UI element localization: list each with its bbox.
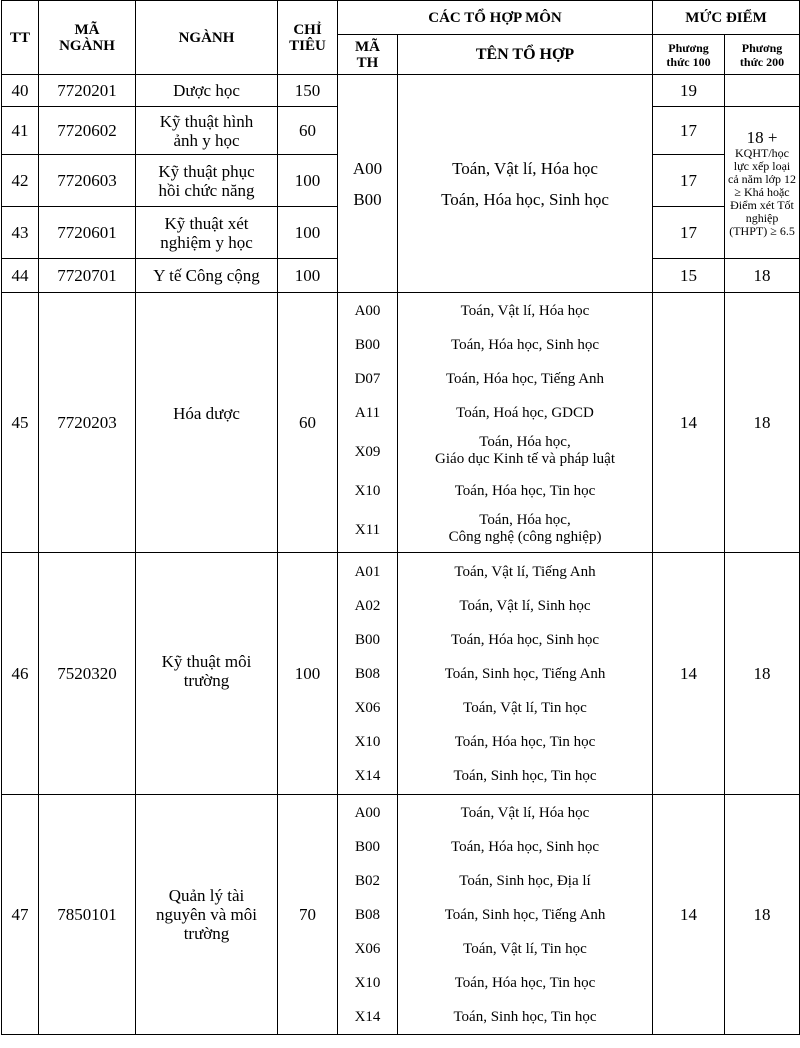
row-pt100: 14 (653, 293, 725, 553)
row-pt200: 18 (725, 795, 800, 1035)
combo-names: Toán, Vật lí, Tiếng Anh Toán, Vật lí, Sinh học Toán, Hóa học, Sinh học Toán, Sinh học, Tiếng Anh Toán, Vật lí, Tin học Toán, Hóa học, Tin học Toán, Sinh học, Tin học (398, 553, 653, 795)
combo-codes: A01 A02 B00 B08 X06 X10 X14 (338, 553, 398, 795)
row-pt200 (725, 75, 800, 107)
row-code: 7520320 (39, 553, 136, 795)
row-pt100: 17 (653, 107, 725, 155)
row-major: Kỹ thuật phục hồi chức năng (136, 155, 278, 207)
row-tt: 43 (2, 207, 39, 259)
group1-combo-codes: A00 B00 (338, 75, 398, 293)
row-tt: 47 (2, 795, 39, 1035)
header-pt100: Phương thức 100 (653, 35, 725, 75)
row-pt100: 14 (653, 553, 725, 795)
group1-combo-names: Toán, Vật lí, Hóa học Toán, Hóa học, Sinh học (398, 75, 653, 293)
row-code: 7720203 (39, 293, 136, 553)
row-pt200: 18 (725, 259, 800, 293)
pt200-condition-note: 18 + KQHT/học lực xếp loại cả năm lớp 12 ≥ Khá hoặc Điểm xét Tốt nghiệp (THPT) ≥ 6.5 (725, 107, 800, 259)
combo-codes: A00 B00 B02 B08 X06 X10 X14 (338, 795, 398, 1035)
table-row (2, 553, 800, 795)
header-row-1 (2, 1, 800, 35)
header-pt200: Phương thức 200 (725, 35, 800, 75)
row-quota: 100 (278, 259, 338, 293)
header-tt: TT (2, 1, 39, 75)
table-row (2, 293, 800, 553)
row-code: 7720603 (39, 155, 136, 207)
row-tt: 45 (2, 293, 39, 553)
row-quota: 60 (278, 107, 338, 155)
row-tt: 44 (2, 259, 39, 293)
row-code: 7720602 (39, 107, 136, 155)
row-quota: 70 (278, 795, 338, 1035)
table-row (2, 75, 800, 107)
row-pt100: 17 (653, 207, 725, 259)
row-major: Dược học (136, 75, 278, 107)
row-quota: 60 (278, 293, 338, 553)
row-code: 7720201 (39, 75, 136, 107)
header-nganh: NGÀNH (136, 1, 278, 75)
row-quota: 100 (278, 155, 338, 207)
header-ma-nganh: MÃ NGÀNH (39, 1, 136, 75)
header-ma-th: MÃ TH (338, 35, 398, 75)
row-major: Kỹ thuật môi trường (136, 553, 278, 795)
table-row (2, 795, 800, 1035)
row-tt: 46 (2, 553, 39, 795)
row-quota: 150 (278, 75, 338, 107)
row-pt200: 18 (725, 553, 800, 795)
row-quota: 100 (278, 553, 338, 795)
header-ten-to-hop: TÊN TỔ HỢP (398, 35, 653, 75)
row-major: Quản lý tài nguyên và môi trường (136, 795, 278, 1035)
row-pt100: 17 (653, 155, 725, 207)
row-tt: 41 (2, 107, 39, 155)
row-quota: 100 (278, 207, 338, 259)
row-major: Hóa dược (136, 293, 278, 553)
row-major: Kỹ thuật hình ảnh y học (136, 107, 278, 155)
combo-names: Toán, Vật lí, Hóa học Toán, Hóa học, Sinh học Toán, Sinh học, Địa lí Toán, Sinh học, Tiếng Anh Toán, Vật lí, Tin học Toán, Hóa học, Tin học Toán, Sinh học, Tin học (398, 795, 653, 1035)
row-pt100: 19 (653, 75, 725, 107)
combo-names: Toán, Vật lí, Hóa học Toán, Hóa học, Sinh học Toán, Hóa học, Tiếng Anh Toán, Hoá học, GDCD Toán, Hóa học, Giáo dục Kinh tế và pháp luật Toán, Hóa học, Tin học Toán, Hóa học, Công nghệ (công nghiệp) (398, 293, 653, 553)
row-major: Y tế Công cộng (136, 259, 278, 293)
row-code: 7720701 (39, 259, 136, 293)
header-muc-diem: MỨC ĐIỂM (653, 1, 800, 35)
row-pt100: 15 (653, 259, 725, 293)
row-major: Kỹ thuật xét nghiệm y học (136, 207, 278, 259)
header-chi-tieu: CHỈ TIÊU (278, 1, 338, 75)
row-tt: 42 (2, 155, 39, 207)
row-code: 7850101 (39, 795, 136, 1035)
row-pt100: 14 (653, 795, 725, 1035)
row-tt: 40 (2, 75, 39, 107)
row-pt200: 18 (725, 293, 800, 553)
header-cac-to-hop: CÁC TỔ HỢP MÔN (338, 1, 653, 35)
admission-table (1, 0, 800, 1035)
row-code: 7720601 (39, 207, 136, 259)
combo-codes: A00 B00 D07 A11 X09 X10 X11 (338, 293, 398, 553)
